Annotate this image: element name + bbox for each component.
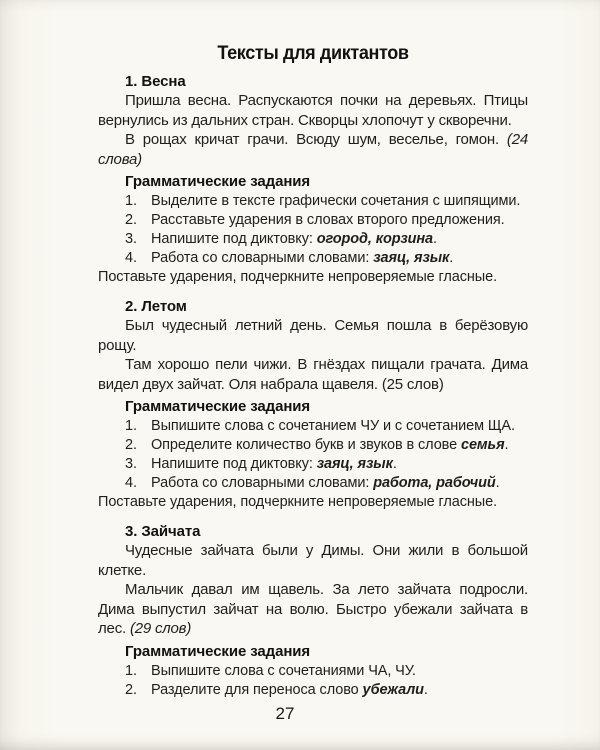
text-run: Выпишите слова с сочетаниями ЧА, ЧУ. bbox=[151, 662, 416, 679]
dictation-section bbox=[98, 297, 528, 512]
text-run: убежали bbox=[362, 681, 424, 698]
task-number: 3. bbox=[125, 456, 137, 472]
text-run: Разделите для переноса слово bbox=[151, 681, 363, 698]
task-text bbox=[151, 249, 528, 268]
dictation-paragraph bbox=[98, 580, 528, 639]
task-number: 2. bbox=[125, 437, 137, 453]
text-run: (24 слова) bbox=[98, 131, 528, 168]
tasks-list bbox=[98, 192, 528, 268]
text-run: . bbox=[423, 681, 428, 698]
task-text bbox=[151, 436, 528, 455]
task-item bbox=[98, 192, 528, 211]
text-run: (29 слов) bbox=[129, 620, 192, 637]
text-run: заяц, язык bbox=[316, 456, 393, 472]
text-run: Чудесные зайчата были у Димы. Они жили в большой клетке. bbox=[98, 542, 528, 579]
task-text bbox=[151, 681, 528, 700]
section-heading: 2. Летом bbox=[125, 298, 187, 315]
text-run: Работа со словарными словами: bbox=[151, 250, 374, 266]
page-number: 27 bbox=[275, 704, 295, 723]
text-run: Выделите в тексте графически сочетания с шипящими. bbox=[151, 193, 521, 209]
task-text bbox=[151, 455, 528, 474]
text-run: Работа со словарными словами: bbox=[151, 475, 374, 491]
text-run: Выпишите слова с сочетанием ЧУ и с сочетанием ЩА. bbox=[151, 418, 515, 434]
task-item bbox=[98, 249, 528, 268]
text-run: . bbox=[495, 475, 500, 491]
task-number: 2. bbox=[125, 681, 137, 698]
task-text bbox=[151, 211, 528, 230]
task-text bbox=[151, 417, 528, 436]
task-text bbox=[151, 230, 528, 249]
dictation-paragraph bbox=[98, 355, 528, 394]
task-number: 4. bbox=[125, 250, 137, 266]
dictation-text bbox=[98, 316, 528, 394]
dictation-paragraph bbox=[98, 91, 528, 130]
text-run: . bbox=[392, 456, 397, 472]
text-run: семья bbox=[461, 437, 505, 453]
task-text bbox=[151, 662, 528, 681]
task-number: 1. bbox=[125, 418, 137, 434]
text-run: Расставьте ударения в словах второго предложения. bbox=[151, 212, 505, 228]
tasks-heading: Грамматические задания bbox=[125, 398, 311, 415]
tasks-note: Поставьте ударения, подчеркните непроверяемые гласные. bbox=[98, 494, 498, 510]
text-run: Определите количество букв и звуков в слове bbox=[151, 437, 461, 453]
dictation-paragraph bbox=[98, 541, 528, 580]
text-run: . bbox=[449, 250, 454, 266]
task-number: 1. bbox=[125, 662, 137, 679]
dictation-paragraph bbox=[98, 130, 528, 169]
task-number: 3. bbox=[125, 231, 137, 247]
section-heading: 3. Зайчата bbox=[125, 523, 201, 540]
text-run: работа, рабочий bbox=[373, 475, 496, 491]
sections-container bbox=[98, 72, 528, 700]
task-item bbox=[98, 455, 528, 474]
text-run: . bbox=[504, 437, 509, 453]
task-text bbox=[151, 192, 528, 211]
text-run: Напишите под диктовку: bbox=[151, 231, 317, 247]
text-run: Пришла весна. Распускаются почки на деревьях. Птицы вернулись из дальних стран. Скворцы хлопочут у скворечни. bbox=[98, 92, 528, 129]
task-number: 2. bbox=[125, 212, 137, 228]
task-number: 4. bbox=[125, 475, 137, 491]
task-item bbox=[98, 230, 528, 249]
dictation-text bbox=[98, 91, 528, 169]
task-item bbox=[98, 681, 528, 700]
task-number: 1. bbox=[125, 193, 137, 209]
dictation-section bbox=[98, 72, 528, 287]
tasks-heading: Грамматические задания bbox=[125, 173, 311, 190]
tasks-list bbox=[98, 417, 528, 493]
text-run: заяц, язык bbox=[373, 250, 450, 266]
text-run: В рощах кричат грачи. Всюду шум, веселье, гомон. bbox=[125, 131, 507, 148]
text-run: огород, корзина bbox=[316, 231, 433, 247]
text-run: Там хорошо пели чижи. В гнёздах пищали грачата. Дима видел двух зайчат. Оля набрала щавеля. (25 слов) bbox=[98, 356, 528, 393]
task-item bbox=[98, 662, 528, 681]
dictation-paragraph bbox=[98, 316, 528, 355]
task-text bbox=[151, 474, 528, 493]
tasks-note: Поставьте ударения, подчеркните непроверяемые гласные. bbox=[98, 269, 498, 285]
tasks-heading: Грамматические задания bbox=[125, 642, 311, 660]
dictation-text bbox=[98, 541, 528, 639]
page-title: Тексты для диктантов bbox=[217, 43, 409, 64]
text-run: Был чудесный летний день. Семья пошла в берёзовую рощу. bbox=[98, 317, 528, 354]
text-run: . bbox=[433, 231, 437, 247]
task-item bbox=[98, 211, 528, 230]
text-run: Мальчик давал им щавель. За лето зайчата подросли. Дима выпустил зайчат на волю. Быстро убежали зайчата в лес. bbox=[98, 581, 528, 637]
tasks-list bbox=[98, 662, 528, 700]
task-item bbox=[98, 417, 528, 436]
task-item bbox=[98, 474, 528, 493]
section-heading: 1. Весна bbox=[125, 73, 186, 90]
dictation-section bbox=[98, 522, 528, 700]
text-run: Напишите под диктовку: bbox=[151, 456, 317, 472]
task-item bbox=[98, 436, 528, 455]
